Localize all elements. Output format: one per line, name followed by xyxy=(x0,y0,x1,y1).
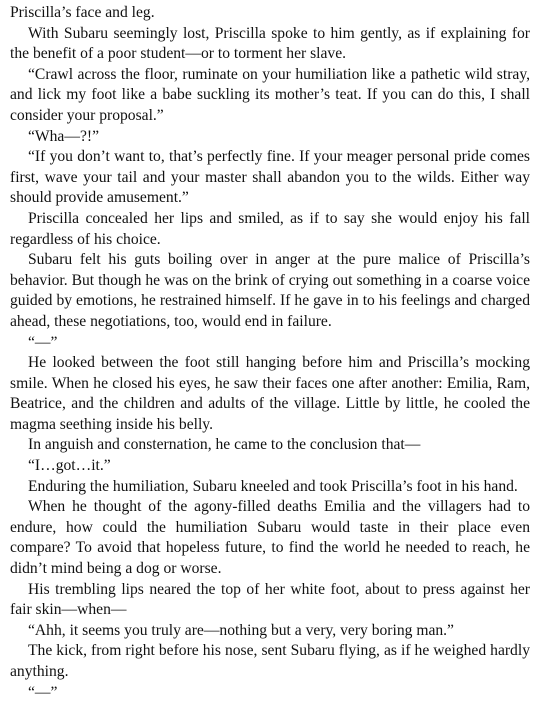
paragraph: “—” xyxy=(28,683,58,701)
paragraph: With Subaru seemingly lost, Priscilla spoke to him gently, as if explaining for the benefit of a poor student—or to torment her slave. xyxy=(10,24,530,63)
paragraph: “Ahh, it seems you truly are—nothing but a very, very boring man.” xyxy=(28,621,454,639)
paragraph: “I…got…it.” xyxy=(28,457,111,475)
paragraph: “Wha—?!” xyxy=(28,127,99,145)
paragraph: When he thought of the agony-filled deaths Emilia and the villagers had to endure, how could the humiliation Subaru would taste in their place even compare? To avoid that hopeless future, to find the world he needed to reach, he didn’t mind being a dog or worse. xyxy=(10,498,530,578)
paragraph: Enduring the humiliation, Subaru kneeled and took Priscilla’s foot in his hand. xyxy=(28,477,518,495)
paragraph: He looked between the foot still hanging before him and Priscilla’s mocking smile. When he closed his eyes, he saw their faces one after another: Emilia, Ram, Beatrice, and the children and adults of the village. Little by little, he cooled the magma seething inside his belly. xyxy=(10,354,530,433)
paragraph: Priscilla concealed her lips and smiled, as if to say she would enjoy his fall regardless of his choice. xyxy=(10,209,530,248)
page-text xyxy=(10,3,530,703)
paragraph: Priscilla’s face and leg. xyxy=(10,4,155,21)
paragraph: In anguish and consternation, he came to the conclusion that— xyxy=(28,436,421,454)
paragraph: “If you don’t want to, that’s perfectly fine. If your meager personal pride comes first, wave your tail and your master shall abandon you to the wilds. Either way should provide amusement.” xyxy=(10,148,530,207)
paragraph: The kick, from right before his nose, sent Subaru flying, as if he weighed hardly anything. xyxy=(10,642,530,680)
paragraph: Subaru felt his guts boiling over in anger at the pure malice of Priscilla’s behavior. But though he was on the brink of crying out something in a coarse voice guided by emotions, he restrained himself. If he gave in to his feelings and charged ahead, these negotiations, too, would end in failure. xyxy=(10,251,530,330)
paragraph: “Crawl across the floor, ruminate on your humiliation like a pathetic wild stray, and lick my foot like a babe suckling its mother’s teat. If you can do this, I shall consider your proposal.” xyxy=(10,65,530,124)
paragraph: “—” xyxy=(28,333,58,351)
paragraph: His trembling lips neared the top of her white foot, about to press against her fair skin—when— xyxy=(10,580,530,619)
